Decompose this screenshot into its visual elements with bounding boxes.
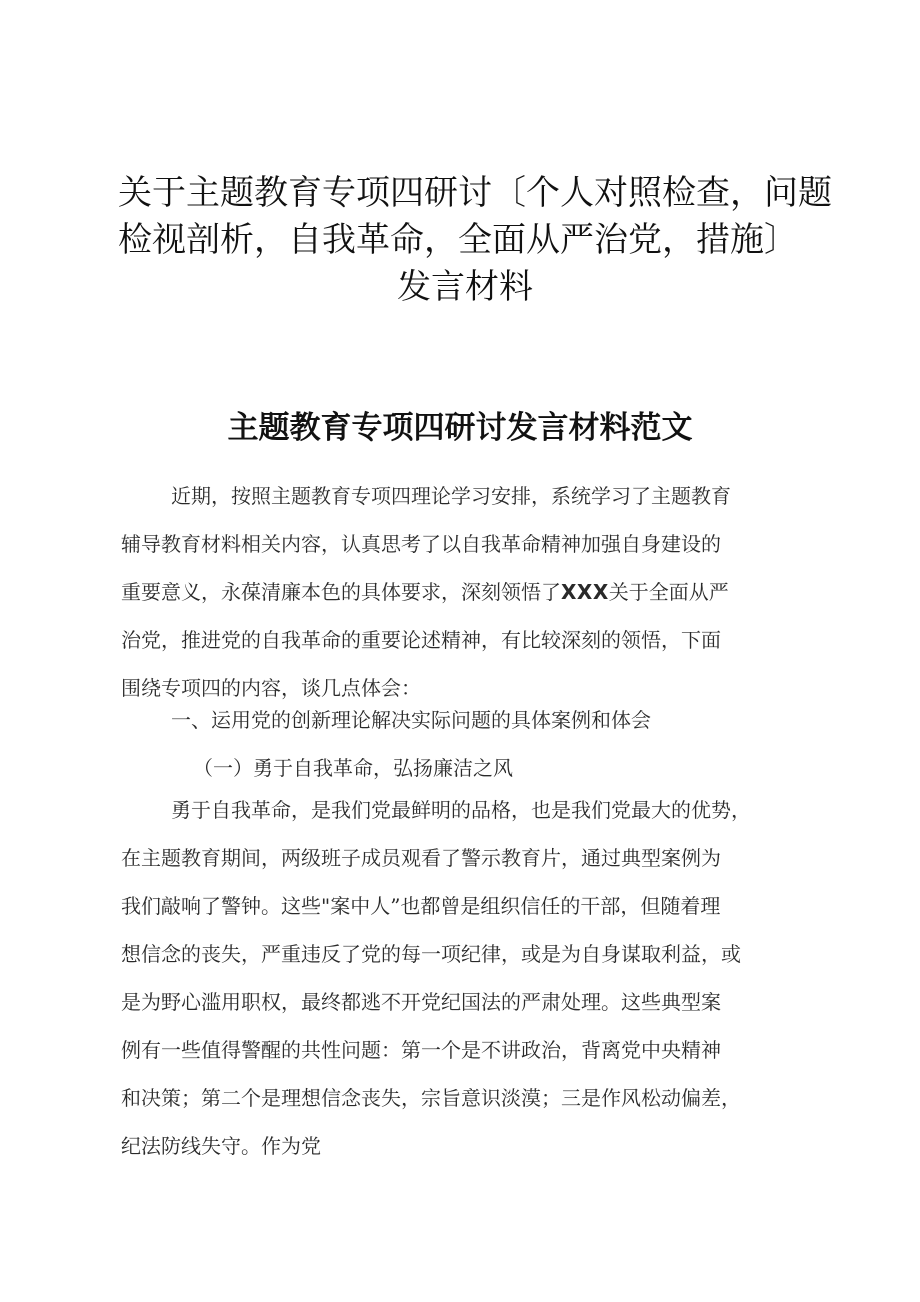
paragraph-line (121, 568, 821, 616)
paragraph-line: 想信念的丧失，严重违反了党的每一项纪律，或是为自身谋取利益，或 (121, 942, 741, 966)
paragraph-self-revolution (121, 786, 821, 1170)
paragraph-line-segment: 关于全面从严 (608, 580, 729, 604)
title-line-2: 检视剖析，自我革命，全面从严治党，措施〕 (118, 220, 798, 260)
heading-level-1 (121, 696, 821, 744)
paragraph-line-segment: 重要意义，永葆清廉本色的具体要求，深刻领悟了 (121, 580, 561, 604)
heading-text: 一、运用党的创新理论解决实际问题的具体案例和体会 (171, 708, 651, 732)
paragraph-line: 辅导教育材料相关内容，认真思考了以自我革命精神加强自身建设的 (121, 532, 721, 556)
subheading-text: （一）勇于自我革命，弘扬廉洁之风 (193, 756, 513, 780)
paragraph-line: 例有一些值得警醒的共性问题：第一个是不讲政治，背离党中央精神 (121, 1038, 721, 1062)
title-line-3: 发言材料 (397, 267, 533, 307)
paragraph-line: 是为野心滥用职权，最终都逃不开党纪国法的严肃处理。这些典型案 (121, 990, 721, 1014)
paragraph-line: 和决策；第二个是理想信念丧失，宗旨意识淡漠；三是作风松动偏差， (121, 1086, 741, 1110)
title-line-1: 关于主题教育专项四研讨〔个人对照检查，问题 (118, 173, 832, 213)
heading-level-2 (121, 744, 821, 792)
paragraph-line: 纪法防线失守。作为党 (121, 1134, 321, 1158)
paragraph-line: 治党，推进党的自我革命的重要论述精神，有比较深刻的领悟，下面 (121, 628, 721, 652)
redacted-name: XXX (561, 580, 609, 604)
paragraph-line: 在主题教育期间，两级班子成员观看了警示教育片，通过典型案例为 (121, 846, 721, 870)
paragraph-line: 围绕专项四的内容，谈几点体会： (121, 676, 421, 700)
section-title: 主题教育专项四研讨发言材料范文 (227, 410, 693, 446)
paragraph-line: 勇于自我革命，是我们党最鲜明的品格，也是我们党最大的优势， (171, 798, 751, 822)
paragraph-line: 我们敲响了警钟。这些"案中人”也都曾是组织信任的干部，但随着理 (121, 894, 721, 918)
paragraph-line: 近期，按照主题教育专项四理论学习安排，系统学习了主题教育 (171, 484, 731, 508)
paragraph-intro (121, 472, 821, 712)
document-title (118, 170, 832, 311)
